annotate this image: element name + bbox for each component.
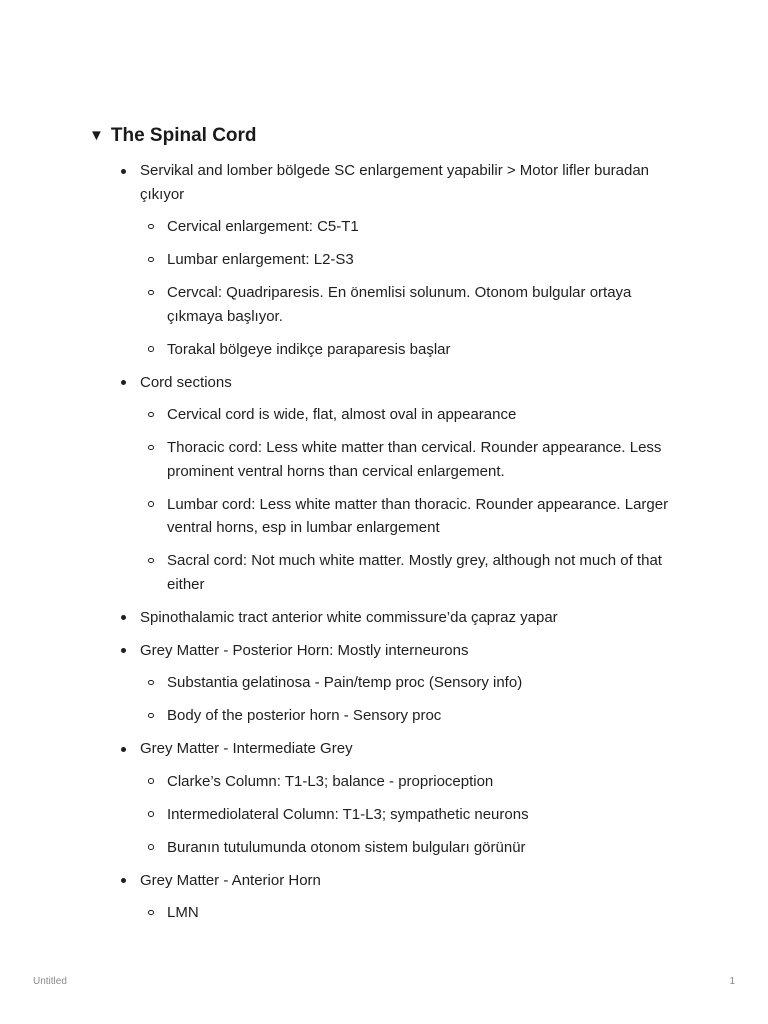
sub-list-item-text: Sacral cord: Not much white matter. Mostly grey, although not much of that either — [167, 552, 662, 593]
list-item — [112, 639, 682, 728]
bullet-disc-icon — [121, 878, 126, 883]
sub-list-item — [140, 704, 682, 728]
sub-list-item-text: Cervical cord is wide, flat, almost oval in appearance — [167, 406, 517, 423]
sub-list — [140, 215, 682, 361]
sub-list-item — [140, 215, 682, 239]
sub-list — [140, 403, 682, 596]
sub-list-item — [140, 248, 682, 272]
sub-list-item — [140, 901, 682, 925]
heading-title: The Spinal Cord — [110, 125, 257, 146]
sub-list-item — [140, 549, 682, 596]
bullet-circle-icon — [148, 680, 154, 686]
sub-list-item — [140, 403, 682, 427]
bullet-disc-icon — [121, 648, 126, 653]
bullet-circle-icon — [148, 778, 154, 784]
sub-list-item-text: Intermediolateral Column: T1-L3; sympathetic neurons — [167, 805, 529, 823]
list-item — [112, 606, 682, 630]
bullet-disc-icon — [121, 380, 126, 385]
list-item — [112, 371, 682, 597]
list-item-text: Cord sections — [140, 373, 232, 391]
sub-list — [140, 901, 682, 925]
toggle-arrow-icon[interactable]: ▼ — [89, 127, 104, 144]
bullet-circle-icon — [148, 910, 154, 916]
bullet-circle-icon — [148, 445, 154, 451]
list-item — [112, 869, 682, 925]
sub-list-item — [140, 281, 682, 328]
sub-list-item-text: Substantia gelatinosa - Pain/temp proc (Sensory info) — [167, 674, 523, 691]
sub-list-item-text: Cervical enlargement: C5-T1 — [167, 218, 359, 235]
sub-list-item-text: Lumbar enlargement: L2-S3 — [167, 251, 354, 268]
bullet-circle-icon — [148, 346, 154, 352]
list-item-text: Grey Matter - Posterior Horn: Mostly interneurons — [140, 641, 469, 659]
list-item-text: Servikal and lomber bölgede SC enlargement yapabilir > Motor lifler buradan çıkıyor — [140, 162, 650, 203]
sub-list-item-text: Lumbar cord: Less white matter than thoracic. Rounder appearance. Larger ventral horns, esp in lumbar enlargement — [167, 495, 669, 536]
bullet-circle-icon — [148, 412, 154, 418]
footer-doc-title: Untitled — [33, 976, 67, 987]
sub-list-item-text: Buranın tutulumunda otonom sistem bulguları görünür — [167, 838, 526, 856]
bullet-circle-icon — [148, 257, 154, 263]
bullet-disc-icon — [121, 615, 126, 620]
sub-list-item-text: Clarke’s Column: T1-L3; balance - proprioception — [167, 772, 494, 790]
list-item — [112, 159, 682, 361]
footer-page-number: 1 — [729, 976, 735, 987]
sub-list-item — [140, 338, 682, 362]
bullet-circle-icon — [148, 558, 154, 564]
sub-list-item-text: Thoracic cord: Less white matter than cervical. Rounder appearance. Less prominent ventral horns than cervical enlargement. — [167, 439, 662, 480]
sub-list-item-text: LMN — [167, 904, 199, 921]
bullet-list — [112, 159, 682, 934]
bullet-circle-icon — [148, 713, 154, 719]
bullet-disc-icon — [121, 169, 126, 174]
toggle-heading[interactable] — [89, 124, 257, 148]
bullet-circle-icon — [148, 501, 154, 507]
sub-list-item — [140, 493, 682, 540]
sub-list-item — [140, 836, 682, 860]
sub-list-item — [140, 671, 682, 695]
sub-list-item — [140, 803, 682, 827]
sub-list-item-text: Body of the posterior horn - Sensory proc — [167, 707, 442, 724]
sub-list-item-text: Cervcal: Quadriparesis. En önemlisi solunum. Otonom bulgular ortaya çıkmaya başlıyor. — [167, 284, 632, 325]
bullet-circle-icon — [148, 224, 154, 230]
bullet-disc-icon — [121, 747, 126, 752]
sub-list-item-text: Torakal bölgeye indikçe paraparesis başlar — [167, 340, 451, 358]
sub-list-item — [140, 770, 682, 794]
bullet-circle-icon — [148, 844, 154, 850]
sub-list-item — [140, 436, 682, 483]
bullet-circle-icon — [148, 811, 154, 817]
list-item-text: Grey Matter - Anterior Horn — [140, 871, 321, 889]
sub-list — [140, 671, 682, 728]
list-item-text: Spinothalamic tract anterior white commissure’da çapraz yapar — [140, 608, 558, 626]
bullet-circle-icon — [148, 290, 154, 296]
list-item-text: Grey Matter - Intermediate Grey — [140, 740, 353, 757]
list-item — [112, 737, 682, 859]
sub-list — [140, 770, 682, 860]
